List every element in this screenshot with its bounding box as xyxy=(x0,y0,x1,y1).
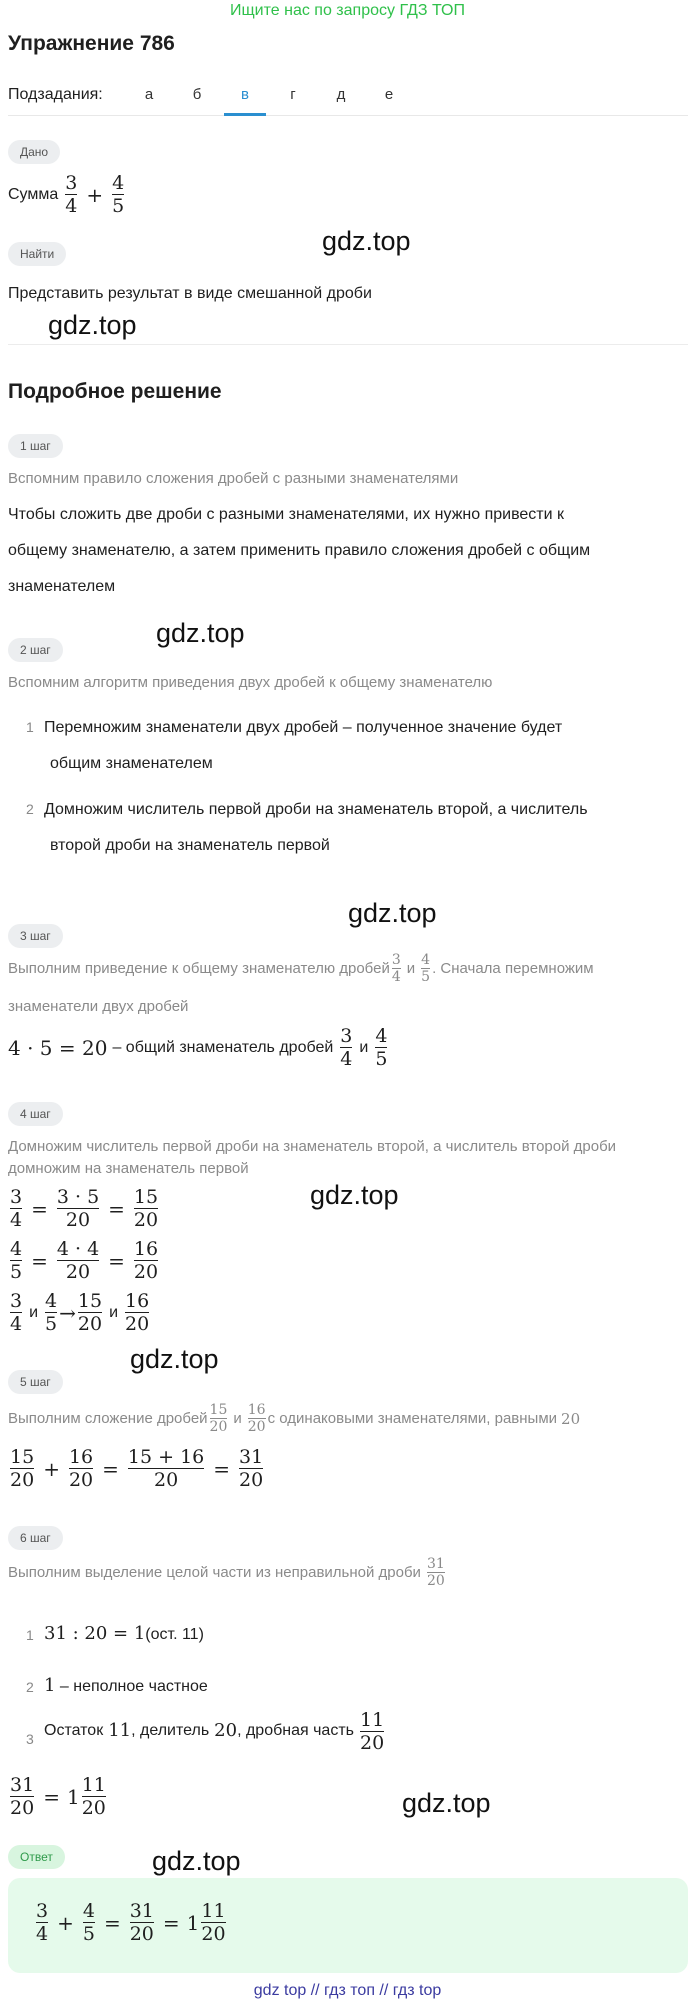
step-5-hint: Выполним сложение дробей $\frac{15}{20}$ и $\frac{16}{20}$ с одинаковыми знаменателями, равными 20 xyxy=(8,1402,581,1435)
divider xyxy=(8,344,688,345)
step-1-pill: 1 шаг xyxy=(8,434,63,458)
subtask-tab-v[interactable]: в xyxy=(224,86,266,116)
list-item: Перемножим знаменатели двух дробей – полученное значение будет xyxy=(44,719,563,736)
fraction: $\frac{4}{5}$ xyxy=(10,1238,23,1283)
list-number: 3 xyxy=(26,1731,34,1747)
list-item: 31 : 20 = 1(ост. 11) xyxy=(44,1623,204,1644)
fraction: $\frac{15}{20}$ xyxy=(10,1446,35,1491)
subtask-tab-b[interactable]: б xyxy=(192,86,202,103)
step-3-pill: 3 шаг xyxy=(8,924,63,948)
fraction: $\frac{4}{5}$ xyxy=(421,952,431,985)
step-4-hint: домножим на знаменатель первой xyxy=(8,1160,249,1177)
step-6-result: $\frac{31}{20}$ = 1 $\frac{11}{20}$ xyxy=(10,1774,106,1819)
solution-title: Подробное решение xyxy=(8,380,222,403)
find-text: Представить результат в виде смешанной дроби xyxy=(8,285,372,302)
subtask-tab-g[interactable]: г xyxy=(290,86,296,103)
top-banner[interactable]: Ищите нас по запросу ГДЗ ТОП xyxy=(230,2,465,19)
list-number: 2 xyxy=(26,801,34,817)
step-1-text: знаменателем xyxy=(8,578,116,595)
fraction: $\frac{31}{20}$ xyxy=(10,1774,35,1819)
fraction: $\frac{15}{20}$ xyxy=(133,1186,159,1231)
fraction: $\frac{11}{20}$ xyxy=(360,1708,385,1754)
list-number: 1 xyxy=(26,1627,34,1643)
subtasks-label: Подзадания: xyxy=(8,86,103,103)
step-6-pill: 6 шаг xyxy=(8,1526,63,1550)
fraction: $\frac{16}{20}$ xyxy=(125,1290,150,1335)
plus-sign: + xyxy=(86,182,104,207)
list-number: 2 xyxy=(26,1679,34,1695)
fraction: $\frac{3 \cdot 5}{20}$ xyxy=(56,1186,100,1231)
fraction: $\frac{15}{20}$ xyxy=(209,1402,228,1435)
step-6-hint: Выполним выделение целой части из неправильной дроби $\frac{31}{20}$ xyxy=(8,1556,445,1589)
step-2-pill: 2 шаг xyxy=(8,638,63,662)
list-item: Остаток 11 , делитель 20 , дробная часть $\frac{11}{20}$ xyxy=(44,1708,385,1754)
step-5-equation: $\frac{15}{20}$ + $\frac{16}{20}$ = $\frac{15 + 16}{20}$ = $\frac{31}{20}$ xyxy=(10,1446,264,1491)
subtask-tab-a[interactable]: а xyxy=(144,86,154,103)
watermark: gdz.top xyxy=(130,1344,219,1374)
step-4-pill: 4 шаг xyxy=(8,1102,63,1126)
fraction: $\frac{31}{20}$ xyxy=(426,1556,445,1589)
fraction: $\frac{16}{20}$ xyxy=(247,1402,266,1435)
fraction: $\frac{3}{4}$ xyxy=(65,172,78,217)
list-number: 1 xyxy=(26,719,34,735)
fraction: $\frac{3}{4}$ xyxy=(10,1186,23,1231)
watermark: gdz.top xyxy=(322,226,411,256)
fraction: $\frac{16}{20}$ xyxy=(68,1446,94,1491)
step-4-row-1: $\frac{3}{4}$ = $\frac{3 \cdot 5}{20}$ = $\frac{15}{20}$ xyxy=(10,1186,159,1231)
watermark: gdz.top xyxy=(348,898,437,928)
watermark: gdz.top xyxy=(402,1788,491,1818)
step-4-row-3: $\frac{3}{4}$ и $\frac{4}{5}$ → $\frac{15}{20}$ и $\frac{16}{20}$ xyxy=(10,1290,150,1335)
page-title: Упражнение 786 xyxy=(8,32,175,55)
fraction: $\frac{4}{5}$ xyxy=(45,1290,58,1335)
step-2-hint: Вспомним алгоритм приведения двух дробей к общему знаменателю xyxy=(8,674,493,691)
subtasks-row xyxy=(8,80,688,116)
step-1-hint: Вспомним правило сложения дробей с разными знаменателями xyxy=(8,470,459,487)
list-item: общим знаменателем xyxy=(50,755,213,772)
fraction: $\frac{31}{20}$ xyxy=(239,1446,264,1491)
fraction: $\frac{4}{5}$ xyxy=(375,1025,388,1070)
list-item: второй дроби на знаменатель первой xyxy=(50,837,330,854)
fraction: $\frac{11}{20}$ xyxy=(81,1774,106,1819)
find-pill: Найти xyxy=(8,242,66,266)
answer-box xyxy=(8,1878,688,1973)
list-item: 1 – неполное частное xyxy=(44,1675,208,1696)
fraction: $\frac{4}{5}$ xyxy=(112,172,125,217)
step-1-text: Чтобы сложить две дроби с разными знаменателями, их нужно привести к xyxy=(8,506,565,523)
subtask-tab-d[interactable]: д xyxy=(336,86,346,103)
given-expression xyxy=(8,172,126,217)
answer-pill: Ответ xyxy=(8,1845,65,1869)
watermark: gdz.top xyxy=(310,1180,399,1210)
fraction: $\frac{15 + 16}{20}$ xyxy=(127,1446,205,1491)
watermark: gdz.top xyxy=(156,618,245,648)
fraction: $\frac{3}{4}$ xyxy=(391,952,401,985)
fraction: $\frac{11}{20}$ xyxy=(201,1900,226,1945)
step-3-hint: Выполним приведение к общему знаменателю дробей $\frac{3}{4}$ и $\frac{4}{5}$ . Сначала перемножим xyxy=(8,952,594,985)
step-5-pill: 5 шаг xyxy=(8,1370,63,1394)
watermark: gdz.top xyxy=(152,1846,241,1876)
step-4-row-2: $\frac{4}{5}$ = $\frac{4 \cdot 4}{20}$ = $\frac{16}{20}$ xyxy=(10,1238,159,1283)
watermark: gdz.top xyxy=(48,310,137,340)
given-label: Сумма xyxy=(8,185,59,203)
footer-links[interactable]: gdz top // гдз топ // гдз top xyxy=(253,1982,442,1999)
fraction: $\frac{4 \cdot 4}{20}$ xyxy=(56,1238,100,1283)
step-4-hint: Домножим числитель первой дроби на знаменатель второй, а числитель второй дроби xyxy=(8,1138,617,1155)
fraction: $\frac{3}{4}$ xyxy=(10,1290,23,1335)
fraction: $\frac{31}{20}$ xyxy=(129,1900,154,1945)
fraction: $\frac{16}{20}$ xyxy=(133,1238,159,1283)
fraction: $\frac{4}{5}$ xyxy=(82,1900,95,1945)
step-3-equation: 4 · 5 = 20 – общий знаменатель дробей $\frac{3}{4}$ и $\frac{4}{5}$ xyxy=(8,1025,388,1070)
fraction: $\frac{15}{20}$ xyxy=(77,1290,103,1335)
subtask-tab-e[interactable]: е xyxy=(384,86,394,103)
fraction: $\frac{3}{4}$ xyxy=(36,1900,49,1945)
given-pill: Дано xyxy=(8,140,60,164)
fraction: $\frac{3}{4}$ xyxy=(340,1025,353,1070)
step-3-hint: знаменатели двух дробей xyxy=(8,998,189,1015)
list-item: Домножим числитель первой дроби на знаменатель второй, а числитель xyxy=(44,801,588,818)
step-1-text: общему знаменателю, а затем применить правило сложения дробей с общим xyxy=(8,542,591,559)
answer-equation: $\frac{3}{4}$ + $\frac{4}{5}$ = $\frac{31}{20}$ = 1 $\frac{11}{20}$ xyxy=(36,1900,226,1945)
